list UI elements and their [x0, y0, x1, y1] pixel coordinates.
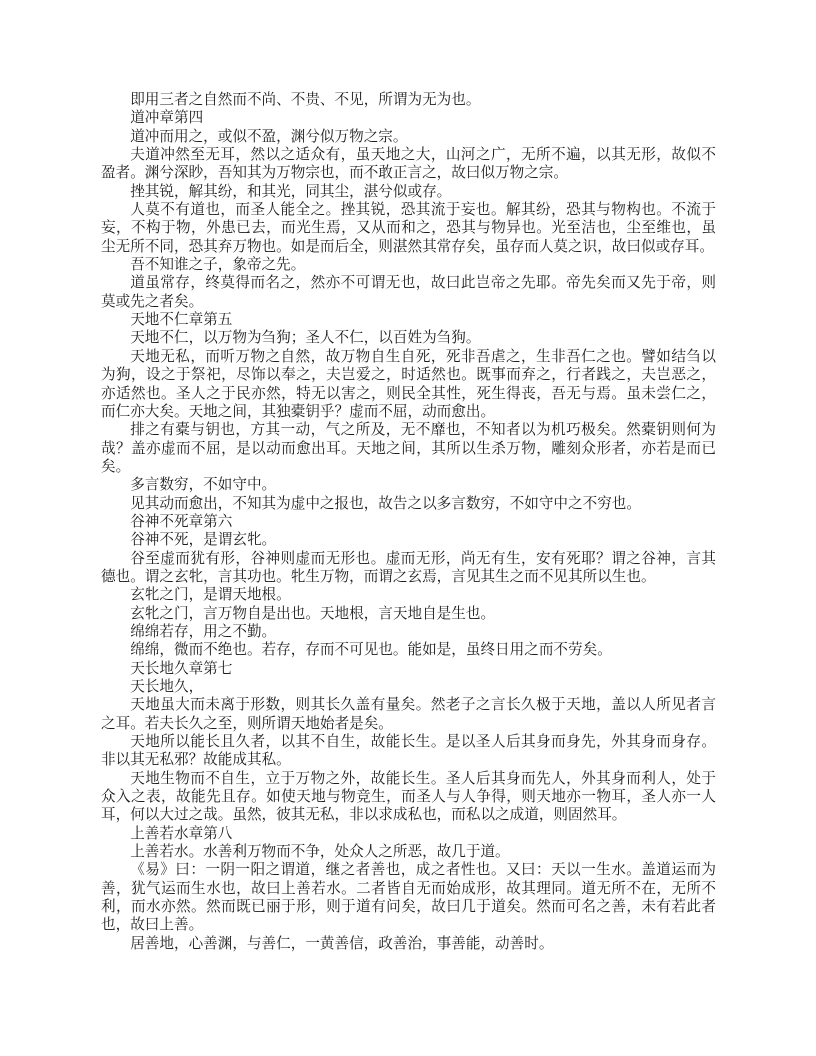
text-line: 德也。谓之玄牝，言其功也。牝生万物，而谓之玄焉，言见其生之而不见其所以生也。	[101, 568, 656, 585]
text-line: 居善地，心善渊，与善仁，一黄善信，政善治，事善能，动善时。	[130, 935, 554, 952]
text-line: 道虽常存，终莫得而名之，然亦不可谓无也，故曰此岂帝之先耶。帝先矣而又先于帝，则	[130, 275, 716, 292]
text-line: 人莫不有道也，而圣人能全之。挫其锐，恐其流于妄也。解其纷，恐其与物构也。不流于	[130, 202, 716, 219]
text-line: 妄，不构于物，外患已去，而光生焉，又从而和之，恐其与物异也。光至洁也，尘至维也，虽	[101, 220, 716, 237]
text-line: 玄牝之门，言万物自是出也。天地根，言天地自是生也。	[130, 605, 496, 622]
text-line: 天地所以能长且久者，以其不自生，故能长生。是以圣人后其身而身先，外其身而身存。	[130, 734, 716, 751]
chapter-heading: 上善若水章第八	[130, 825, 233, 842]
text-line: 道冲而用之，或似不盈，渊兮似万物之宗。	[130, 128, 408, 145]
text-line: 绵绵若存，用之不勤。	[130, 623, 277, 640]
text-line: 天地生物而不自生，立于万物之外，故能长生。圣人后其身而先人，外其身而利人，处于	[130, 770, 716, 787]
text-line: 为狗，设之于祭祀，尽饰以奉之，夫岂爱之，时适然也。既事而弃之，行者践之，夫岂恶之，	[101, 367, 716, 384]
text-line: 吾不知谁之子，象帝之先。	[130, 257, 306, 274]
chapter-heading: 道冲章第四	[130, 110, 204, 127]
text-line: 谷神不死，是谓玄牝。	[130, 532, 277, 549]
chapter-heading: 天长地久章第七	[130, 660, 233, 677]
text-body	[101, 91, 716, 953]
text-line: 天长地久，	[130, 679, 204, 695]
text-line: 玄牝之门，是谓天地根。	[130, 587, 291, 604]
text-line: 之耳。若夫长久之至，则所谓天地始者是矣。	[101, 715, 393, 732]
text-line: 而仁亦大矣。天地之间，其独橐钥乎？虚而不屈，动而愈出。	[101, 403, 496, 420]
text-line: 亦适然也。圣人之于民亦然，特无以害之，则民全其性，死生得丧，吾无与焉。虽未尝仁之，	[101, 385, 716, 402]
text-line: 排之有橐与钥也，方其一动，气之所及，无不靡也，不知者以为机巧极矣。然橐钥则何为	[130, 422, 716, 439]
text-line: 耳，何以大过之哉。虽然，彼其无私，非以求成私也，而私以之成道，则固然耳。	[101, 807, 627, 824]
text-line: 也，故曰上善。	[101, 917, 204, 934]
text-line: 绵绵，微而不绝也。若存，存而不可见也。能如是，虽终日用之而不劳矣。	[130, 642, 612, 659]
chapter-heading: 天地不仁章第五	[130, 312, 233, 329]
text-line: 盈者。渊兮深眇，吾知其为万物宗也，而不敢正言之，故曰似万物之宗。	[101, 165, 569, 182]
text-line: 非以其无私邪？故能成其私。	[101, 752, 291, 769]
text-line: 夫道冲然至无耳，然以之适众有，虽天地之大，山河之广，无所不遍，以其无形，故似不	[130, 147, 716, 164]
text-line: 上善若水。水善利万物而不争，处众人之所恶，故几于道。	[130, 844, 510, 861]
text-line: 见其动而愈出，不知其为虚中之报也，故告之以多言数穷，不如守中之不穷也。	[130, 495, 641, 512]
text-line: 天地不仁，以万物为刍狗；圣人不仁，以百姓为刍狗。	[130, 330, 481, 347]
text-line: 挫其锐，解其纷，和其光，同其尘，湛兮似或存。	[130, 183, 452, 200]
text-line: 天地无私，而听万物之自然，故万物自生自死，死非吾虐之，生非吾仁之也。譬如结刍以	[130, 348, 716, 365]
text-line: 谷至虚而犹有形，谷神则虚而无形也。虚而无形，尚无有生，安有死耶？谓之谷神，言其	[130, 550, 716, 567]
text-line: 莫或先之者矣。	[101, 293, 204, 310]
chapter-heading: 谷神不死章第六	[130, 513, 233, 530]
text-line: 哉？盖亦虚而不屈，是以动而愈出耳。天地之间，其所以生杀万物，雕刻众形者，亦若是而已	[101, 440, 716, 457]
text-line: 天地虽大而未离于形数，则其长久盖有量矣。然老子之言长久极于天地，盖以人所见者言	[130, 697, 716, 714]
text-line: 矣。	[101, 458, 131, 475]
text-line: 多言数穷，不如守中。	[130, 477, 277, 494]
text-line: 即用三者之自然而不尚、不贵、不见，所谓为无为也。	[130, 92, 481, 108]
text-line: 尘无所不同，恐其弃万物也。如是而后全，则湛然其常存矣，虽存而人莫之识，故曰似或存耳。	[101, 238, 714, 255]
text-line: 《易》曰：一阴一阳之谓道，继之者善也，成之者性也。又曰：天以一生水。盖道运而为	[130, 862, 716, 879]
text-line: 善，犹气运而生水也，故曰上善若水。二者皆自无而始成形，故其理同。道无所不在，无所不	[101, 880, 716, 897]
text-line: 众入之表，故能先且存。如使天地与物竞生，而圣人与人争得，则天地亦一物耳，圣人亦一人	[101, 789, 716, 806]
text-line: 利，而水亦然。然而既已丽于形，则于道有问矣，故曰几于道矣。然而可名之善，未有若此者	[101, 899, 716, 916]
